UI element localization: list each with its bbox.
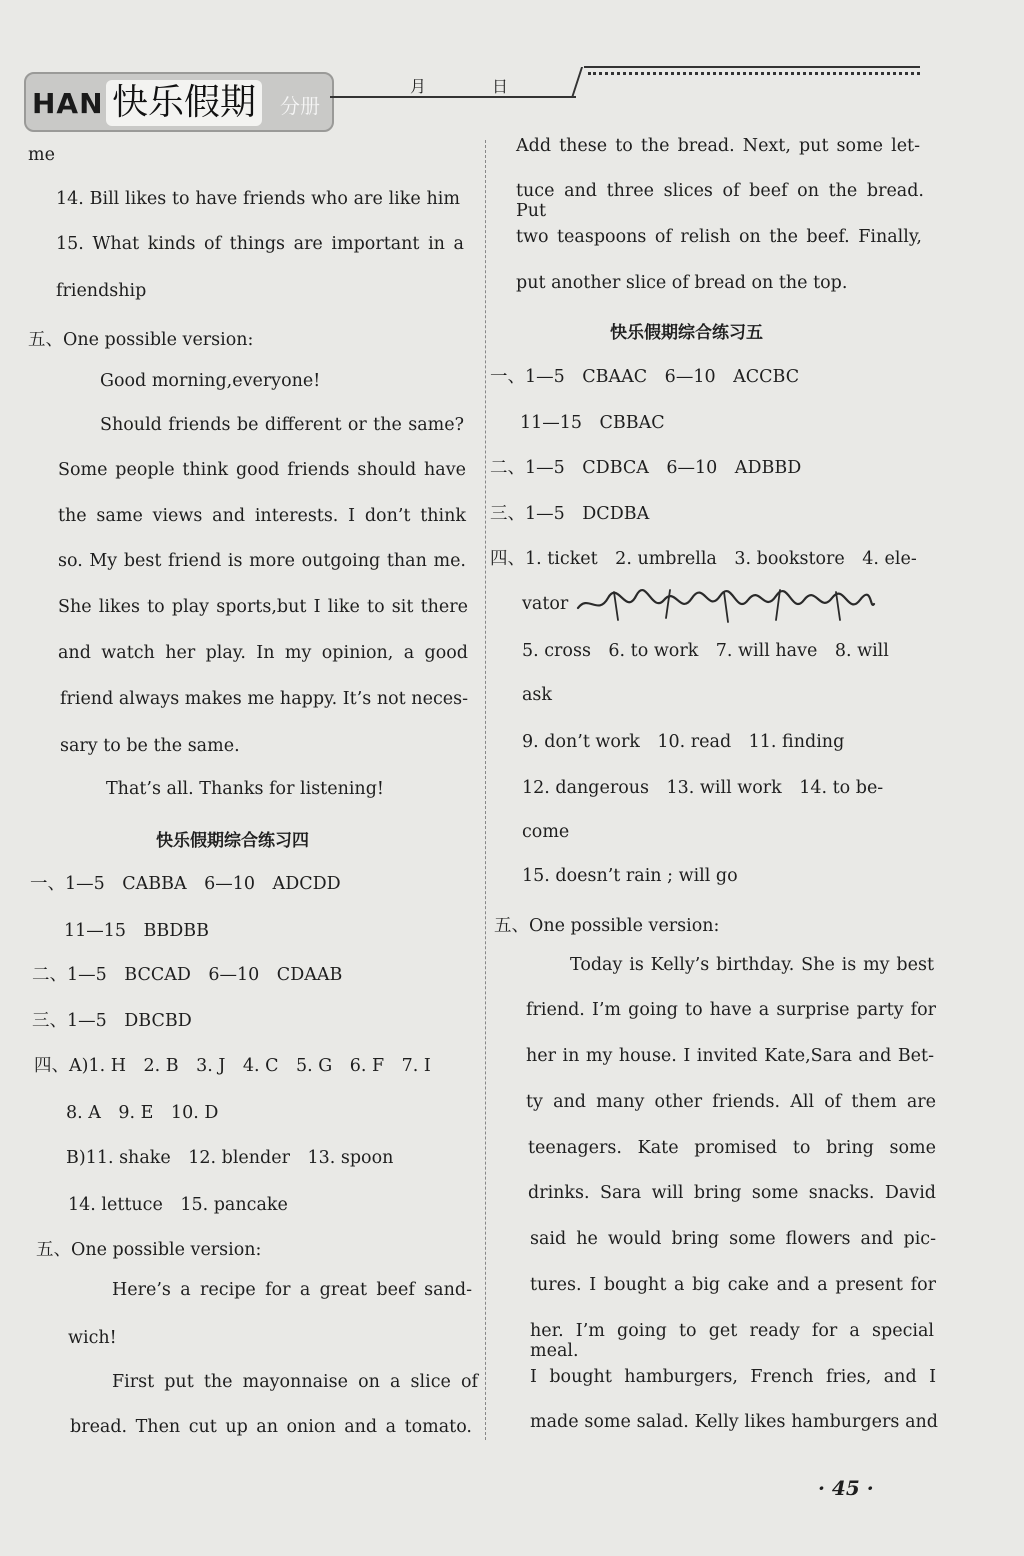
- right-column-line: I bought hamburgers, French fries, and I: [530, 1367, 936, 1387]
- right-column-line: her. I’m going to get ready for a special meal.: [530, 1321, 934, 1361]
- right-column-line: drinks. Sara will bring some snacks. David: [528, 1183, 936, 1203]
- left-column-line: me: [28, 145, 55, 165]
- right-column-line: 二、1—5 CDBCA 6—10 ADBBD: [490, 458, 802, 478]
- left-column-line: First put the mayonnaise on a slice of: [112, 1372, 478, 1392]
- right-column-line: Today is Kelly’s birthday. She is my best: [570, 955, 934, 975]
- right-column-line: tuce and three slices of beef on the bread. Put: [516, 181, 924, 221]
- left-column-line: 一、1—5 CABBA 6—10 ADCDD: [30, 874, 341, 894]
- right-column-line: tures. I bought a big cake and a present for: [530, 1275, 936, 1295]
- left-column-line: 二、1—5 BCCAD 6—10 CDAAB: [32, 965, 343, 985]
- left-column-line: She likes to play sports,but I like to sit there: [58, 597, 468, 617]
- brand-logo: HAN: [32, 87, 104, 120]
- right-column-line: 5. cross 6. to work 7. will have 8. will: [522, 641, 889, 661]
- right-column-line: friend. I’m going to have a surprise party for: [526, 1000, 936, 1020]
- left-column-line: so. My best friend is more outgoing than me.: [58, 551, 466, 571]
- left-column-line: bread. Then cut up an onion and a tomato.: [70, 1417, 472, 1437]
- left-column-line: B)11. shake 12. blender 13. spoon: [66, 1148, 394, 1168]
- left-column-line: 14. Bill likes to have friends who are like him: [56, 189, 460, 209]
- header-rule: [330, 96, 576, 98]
- left-column-line: Should friends be different or the same?: [100, 415, 464, 435]
- section-heading-4: 快乐假期综合练习四: [156, 831, 309, 851]
- left-column-line: Good morning,everyone!: [100, 371, 321, 391]
- right-column-line: two teaspoons of relish on the beef. Finally,: [516, 227, 922, 247]
- left-column-line: That’s all. Thanks for listening!: [106, 779, 384, 799]
- right-column-line: 15. doesn’t rain ; will go: [522, 866, 738, 886]
- right-column-line: ty and many other friends. All of them are: [526, 1092, 936, 1112]
- right-column-line: Add these to the bread. Next, put some let-: [516, 136, 920, 156]
- right-column-line: said he would bring some flowers and pic-: [530, 1229, 936, 1249]
- left-column-line: 四、A)1. H 2. B 3. J 4. C 5. G 6. F 7. I: [34, 1056, 431, 1076]
- right-column-line: put another slice of bread on the top.: [516, 273, 848, 293]
- right-column-line: 一、1—5 CBAAC 6—10 ACCBC: [490, 367, 800, 387]
- right-column-line: 12. dangerous 13. will work 14. to be-: [522, 778, 884, 798]
- right-column-line: vator: [522, 594, 569, 614]
- left-column-line: sary to be the same.: [60, 736, 240, 756]
- month-label: 月: [410, 77, 427, 96]
- left-column-line: 11—15 BBDBB: [64, 921, 210, 941]
- left-column-line: 五、One possible version:: [28, 330, 254, 350]
- right-column-line: ask: [522, 685, 553, 705]
- left-column-line: Here’s a recipe for a great beef sand-: [112, 1280, 472, 1300]
- day-label: 日: [492, 77, 509, 96]
- header-dotted-rule: [588, 72, 920, 75]
- header-top-rule: [584, 66, 920, 68]
- right-column-line: 9. don’t work 10. read 11. finding: [522, 732, 845, 752]
- handwritten-annotation: [574, 586, 878, 626]
- left-column-line: Some people think good friends should have: [58, 460, 466, 480]
- section-heading-5: 快乐假期综合练习五: [610, 323, 763, 343]
- brand-subtitle: 分册: [280, 94, 320, 118]
- header-banner: [24, 72, 334, 132]
- left-column-line: 15. What kinds of things are important in a: [56, 234, 464, 254]
- left-column-line: friendship: [56, 281, 147, 301]
- right-column-line: made some salad. Kelly likes hamburgers and: [530, 1412, 938, 1432]
- right-column-line: come: [522, 822, 570, 842]
- left-column-line: friend always makes me happy. It’s not neces-: [60, 689, 468, 709]
- left-column-line: 三、1—5 DBCBD: [32, 1011, 192, 1031]
- right-column-line: 四、1. ticket 2. umbrella 3. bookstore 4. ele-: [490, 549, 917, 569]
- left-column-line: the same views and interests. I don’t think: [58, 506, 466, 526]
- right-column-line: her in my house. I invited Kate,Sara and Bet-: [526, 1046, 934, 1066]
- left-column-line: 14. lettuce 15. pancake: [68, 1195, 288, 1215]
- left-column-line: 8. A 9. E 10. D: [66, 1103, 219, 1123]
- page-number: · 45 ·: [818, 1476, 874, 1500]
- left-column-line: and watch her play. In my opinion, a good: [58, 643, 468, 663]
- left-column-line: wich!: [68, 1328, 117, 1348]
- brand-title: 快乐假期: [106, 80, 262, 126]
- header-rule-slant: [571, 67, 583, 98]
- right-column-line: 三、1—5 DCDBA: [490, 504, 650, 524]
- left-column-line: 五、One possible version:: [36, 1240, 262, 1260]
- right-column-line: 11—15 CBBAC: [520, 413, 665, 433]
- column-divider: [485, 140, 486, 1440]
- right-column-line: teenagers. Kate promised to bring some: [528, 1138, 936, 1158]
- right-column-line: 五、One possible version:: [494, 916, 720, 936]
